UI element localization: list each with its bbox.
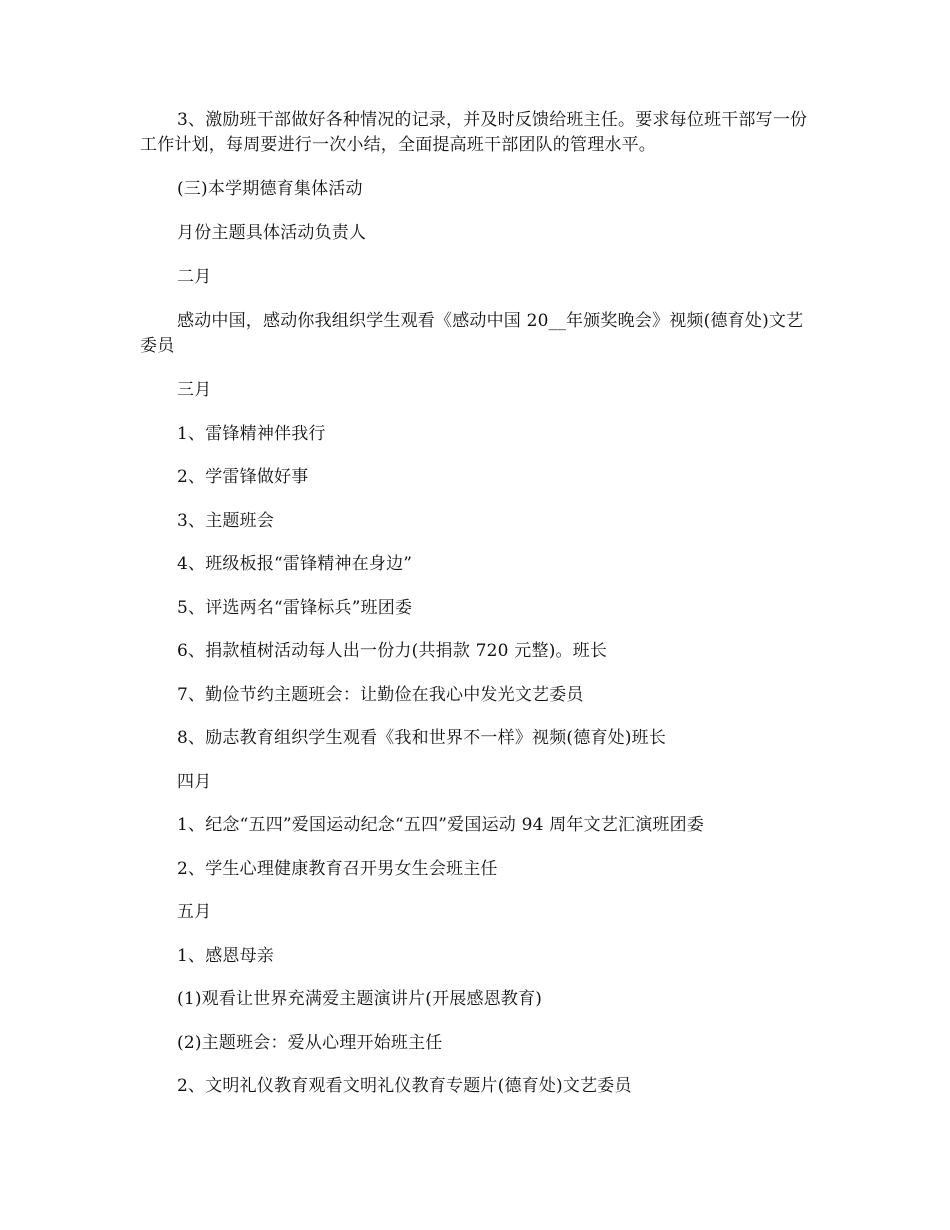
month-march: 三月 <box>177 380 212 400</box>
section-heading: (三)本学期德育集体活动 <box>177 179 363 199</box>
month-may: 五月 <box>177 902 212 922</box>
march-item-2: 2、学雷锋做好事 <box>177 467 309 487</box>
may-subitem-1: (1)观看让世界充满爱主题演讲片(开展感恩教育) <box>177 989 543 1009</box>
march-item-5: 5、评选两名“雷锋标兵”班团委 <box>177 598 413 618</box>
march-item-4: 4、班级板报“雷锋精神在身边” <box>177 554 413 574</box>
month-february: 二月 <box>177 267 212 287</box>
paragraph-february-activity: 感动中国，感动你我组织学生观看《感动中国 20__年颁奖晚会》视频(德育处)文艺委员 <box>140 311 804 356</box>
march-item-7: 7、勤俭节约主题班会：让勤俭在我心中发光文艺委员 <box>177 685 584 705</box>
may-item-2: 2、文明礼仪教育观看文明礼仪教育专题片(德育处)文艺委员 <box>177 1076 632 1096</box>
april-item-2: 2、学生心理健康教育召开男女生会班主任 <box>177 859 498 879</box>
table-header-text: 月份主题具体活动负责人 <box>177 223 367 243</box>
march-item-3: 3、主题班会 <box>177 511 275 531</box>
march-item-1: 1、雷锋精神伴我行 <box>177 424 326 444</box>
month-april: 四月 <box>177 772 212 792</box>
document-body <box>140 108 820 1099</box>
march-item-8: 8、励志教育组织学生观看《我和世界不一样》视频(德育处)班长 <box>177 728 667 748</box>
april-item-1: 1、纪念“五四”爱国运动纪念“五四”爱国运动 94 周年文艺汇演班团委 <box>177 815 705 835</box>
may-subitem-2: (2)主题班会：爱从心理开始班主任 <box>177 1033 443 1053</box>
may-item-1: 1、感恩母亲 <box>177 946 275 966</box>
march-item-6: 6、捐款植树活动每人出一份力(共捐款 720 元整)。班长 <box>177 641 608 661</box>
paragraph-1: 3、激励班干部做好各种情况的记录，并及时反馈给班主任。要求每位班干部写一份工作计划，每周要进行一次小结，全面提高班干部团队的管理水平。 <box>140 110 808 155</box>
